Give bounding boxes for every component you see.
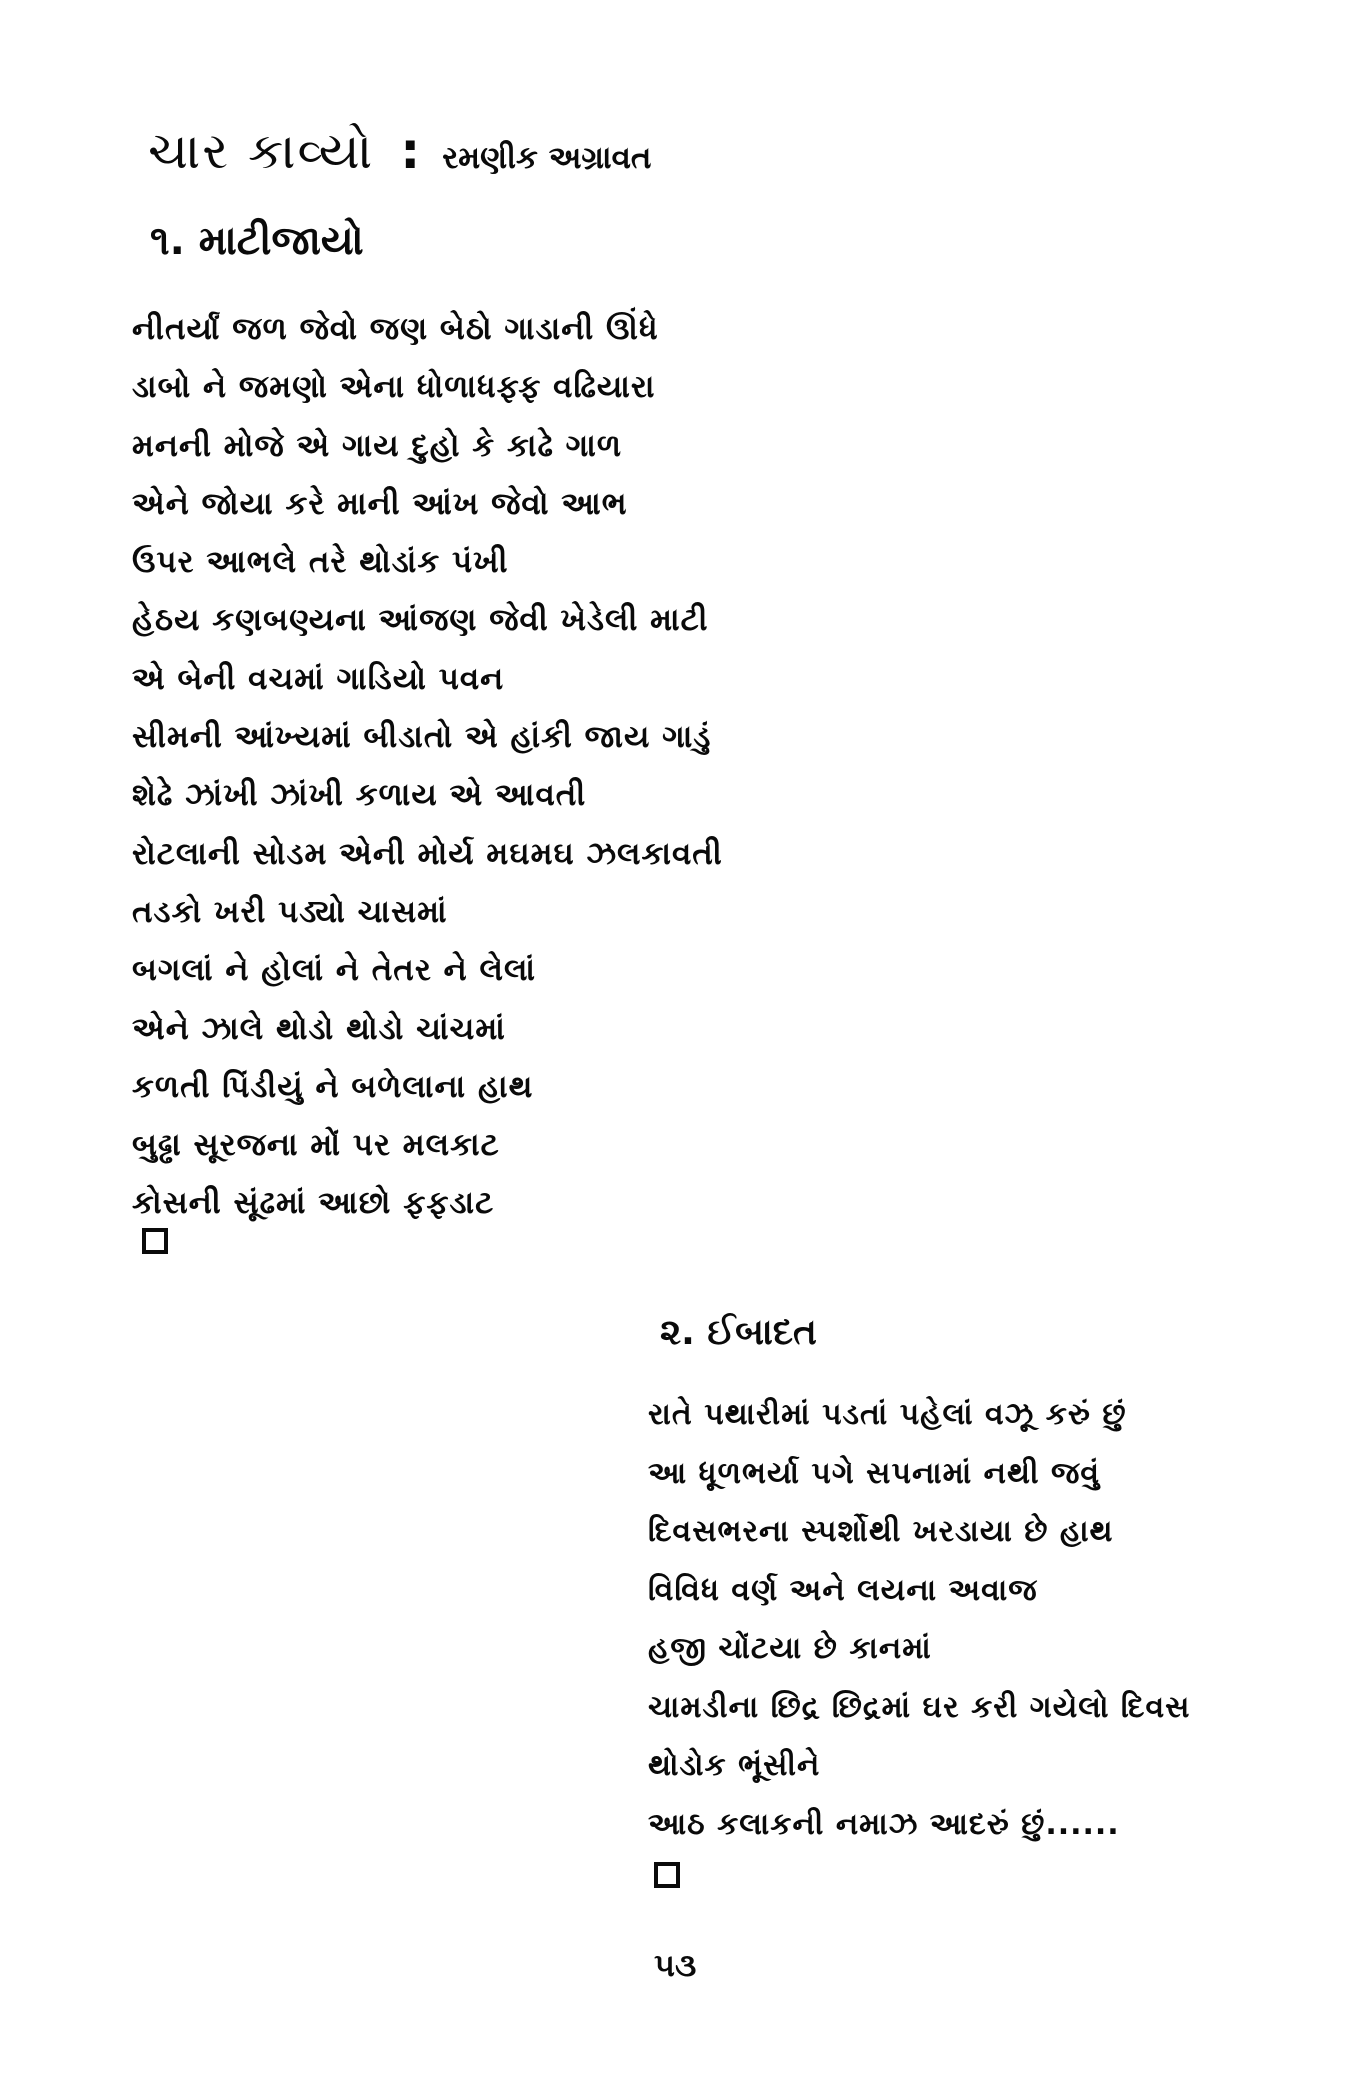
poem-title-1: ૧. માટીજાયો bbox=[150, 218, 364, 264]
poem-line: શેઢે ઝાંખી ઝાંખી કળાય એ આવતી bbox=[132, 777, 587, 814]
page-number: ૫૩ bbox=[654, 1946, 697, 1984]
poem-line: હજી ચોંટયા છે કાનમાં bbox=[648, 1631, 932, 1666]
poem-line: એ બેની વચમાં ગાડિયો પવન bbox=[132, 660, 505, 697]
title-separator: : bbox=[400, 122, 421, 180]
poem-line: નીતર્યાં જળ જેવો જણ બેઠો ગાડાની ઊંધે bbox=[132, 311, 659, 347]
poem-body-1 bbox=[132, 300, 772, 1233]
collection-title: ચાર કાવ્યો bbox=[148, 122, 375, 180]
end-of-poem-mark bbox=[142, 1228, 168, 1254]
poem-line: સીમની આંખ્યમાં બીડાતો એ હાંકી જાય ગાડું bbox=[132, 719, 712, 756]
poem-line: ચામડીના છિદ્ર છિદ્રમાં ઘર કરી ગયેલો દિવસ bbox=[648, 1689, 1191, 1725]
poem-line: બગલાં ને હોલાં ને તેતર ને લેલાં bbox=[132, 952, 537, 989]
poem-line: કળતી પિંડીયું ને બળેલાના હાથ bbox=[132, 1068, 534, 1105]
poem-line: વિવિધ વર્ણ અને લયના અવાજ bbox=[648, 1572, 1038, 1608]
poem-line: હેઠય કણબણ્યના આંજણ જેવી ખેડેલી માટી bbox=[132, 602, 709, 639]
author-name: રમણીક અગ્રાવત bbox=[442, 140, 652, 176]
page-header bbox=[148, 122, 652, 181]
poem-line: આઠ કલાકની નમાઝ આદરું છું...... bbox=[648, 1806, 1120, 1842]
poem-line: એને જોયા કરે માની આંખ જેવો આભ bbox=[132, 485, 628, 522]
poem-line: બુઢ્ઢા સૂરજના મોં પર મલકાટ bbox=[132, 1127, 500, 1164]
end-of-poem-mark bbox=[654, 1862, 680, 1888]
poem-line: ડાબો ને જમણો એના ધોળાધફ્ફ વઢિયારા bbox=[132, 369, 656, 406]
poem-line: તડકો ખરી પડ્યો ચાસમાં bbox=[132, 893, 448, 930]
poem-title-2: ૨. ઈબાદત bbox=[660, 1312, 817, 1353]
poem-line: એને ઝાલે થોડો થોડો ચાંચમાં bbox=[132, 1010, 506, 1047]
poem-line: રાતે પથારીમાં પડતાં પહેલાં વઝૂ કરું છું bbox=[648, 1397, 1127, 1432]
poem-line: દિવસભરના સ્પર્શોથી ખરડાયા છે હાથ bbox=[648, 1514, 1114, 1549]
poem-line: રોટલાની સોડમ એની મોર્ય મઘમઘ ઝલકાવતી bbox=[132, 835, 723, 872]
poem-body-2 bbox=[648, 1386, 1238, 1854]
poem-line: ઉપર આભલે તરે થોડાંક પંખી bbox=[132, 544, 509, 581]
poem-line: કોસની સૂંઢમાં આછો ફફડાટ bbox=[132, 1185, 495, 1222]
poem-line: થોડોક ભૂંસીને bbox=[648, 1748, 821, 1783]
poem-line: મનની મોજે એ ગાય દુહો કે કાઢે ગાળ bbox=[132, 427, 623, 464]
poem-line: આ ધૂળભર્યા પગે સપનામાં નથી જવું bbox=[648, 1455, 1101, 1491]
